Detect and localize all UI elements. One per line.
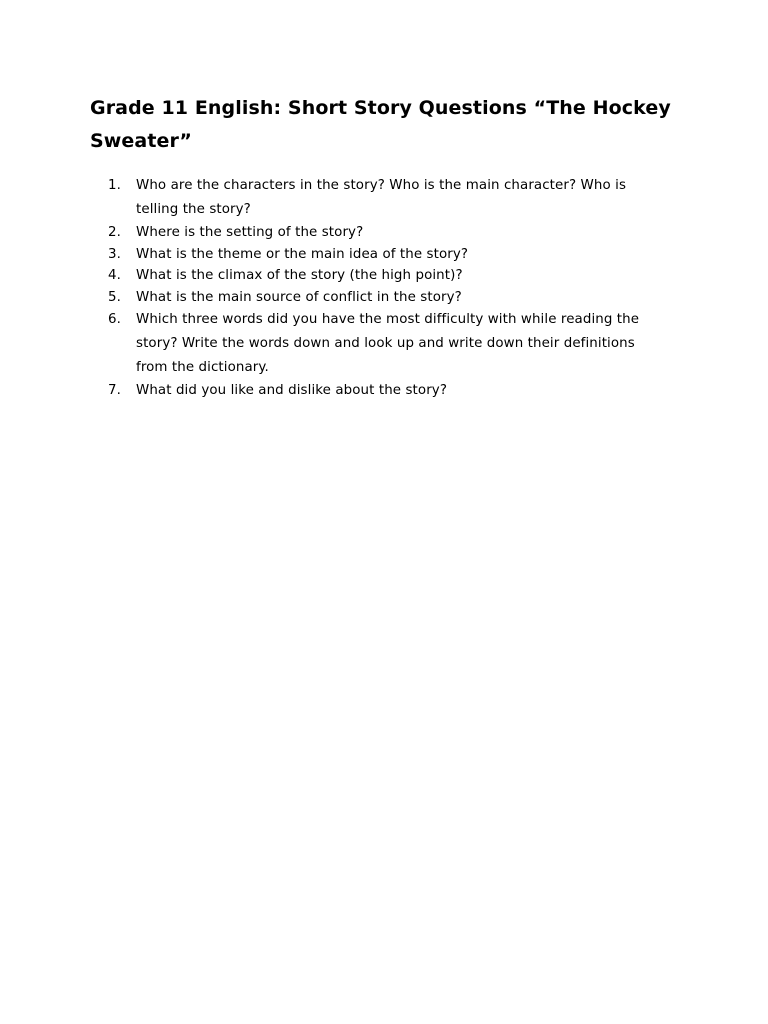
question-number: 4. [108,268,121,283]
question-item [108,222,668,244]
question-item [108,244,668,266]
question-text: Who are the characters in the story? Who is the main character? Who is telling the story? [136,178,627,217]
question-text: What is the theme or the main idea of the story? [136,246,469,262]
question-number: 2. [108,225,121,240]
question-number: 6. [108,312,121,327]
question-item [108,287,668,309]
question-text: What is the climax of the story (the high point)? [136,268,463,283]
question-number: 1. [108,178,121,193]
question-number: 3. [108,246,121,262]
page-title: Grade 11 English: Short Story Questions “The Hockey Sweater” [90,97,671,152]
question-text: What did you like and dislike about the story? [136,383,448,398]
question-item [108,308,668,380]
question-text: Where is the setting of the story? [136,225,364,240]
question-item [108,174,668,222]
question-item [108,265,668,287]
question-list [108,174,668,402]
question-number: 7. [108,383,121,398]
question-text: Which three words did you have the most difficulty with while reading the story? Write the words down and look up and write down their definitions from the dictionary. [136,312,640,375]
question-number: 5. [108,289,121,305]
question-item [108,380,668,402]
question-text: What is the main source of conflict in the story? [136,289,462,305]
